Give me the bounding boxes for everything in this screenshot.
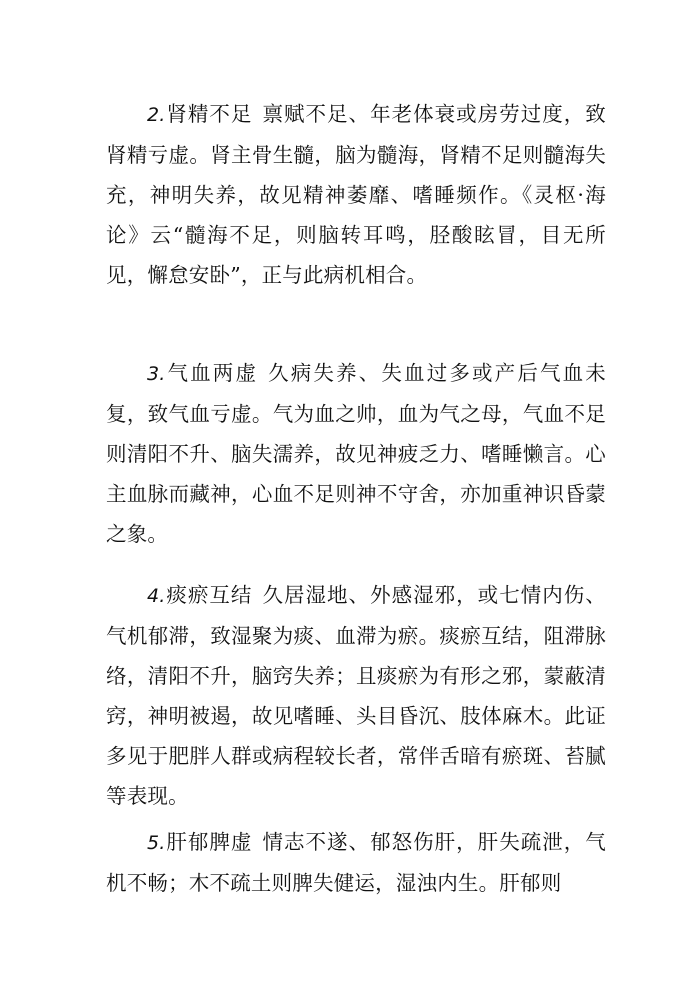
paragraph-liver-spleen	[106, 822, 606, 952]
paragraph-kidney-essence	[106, 94, 606, 304]
paragraph-body: 禀赋不足、年老体衰或房劳过度，致肾精亏虚。肾主骨生髓，脑为髓海，肾精不足则髓海失充，神明失养，故见精神萎靡、嗜睡频作。《灵枢·海论》云“髓海不足，则脑转耳鸣，胫酸眩冒，目无所见，懈怠安卧”，正与此病机相合。	[106, 102, 606, 287]
paragraph-number: 3.	[147, 363, 166, 385]
paragraph-body: 久病失养、失血过多或产后气血未复，致气血亏虚。气为血之帅，血为气之母，气血不足则清阳不升、脑失濡养，故见神疲乏力、嗜睡懒言。心主血脉而藏神，心血不足则神不守舍，亦加重神识昏蒙之象。	[106, 361, 606, 546]
paragraph-body: 情志不遂、郁怒伤肝，肝失疏泄，气机不畅；木不疏土则脾失健运，湿浊内生。肝郁则	[106, 830, 606, 895]
paragraph-phlegm-stasis	[106, 575, 606, 808]
paragraph-heading: 肝郁脾虚	[165, 830, 253, 854]
paragraph-body: 久居湿地、外感湿邪，或七情内伤、气机郁滞，致湿聚为痰、血滞为瘀。痰瘀互结，阻滞脉络，清阳不升，脑窍失养；且痰瘀为有形之邪，蒙蔽清窍，神明被遏，故见嗜睡、头目昏沉、肢体麻木。此证多见于肥胖人群或病程较长者，常伴舌暗有瘀斑、苔腻等表现。	[106, 583, 606, 808]
paragraph-heading: 痰瘀互结	[165, 583, 253, 607]
paragraph-number: 4.	[147, 585, 166, 607]
paragraph-qi-blood	[106, 353, 606, 546]
paragraph-heading: 气血两虚	[165, 361, 259, 385]
paragraph-number: 2.	[147, 104, 166, 126]
paragraph-heading: 肾精不足	[165, 102, 253, 126]
paragraph-number: 5.	[147, 832, 166, 854]
